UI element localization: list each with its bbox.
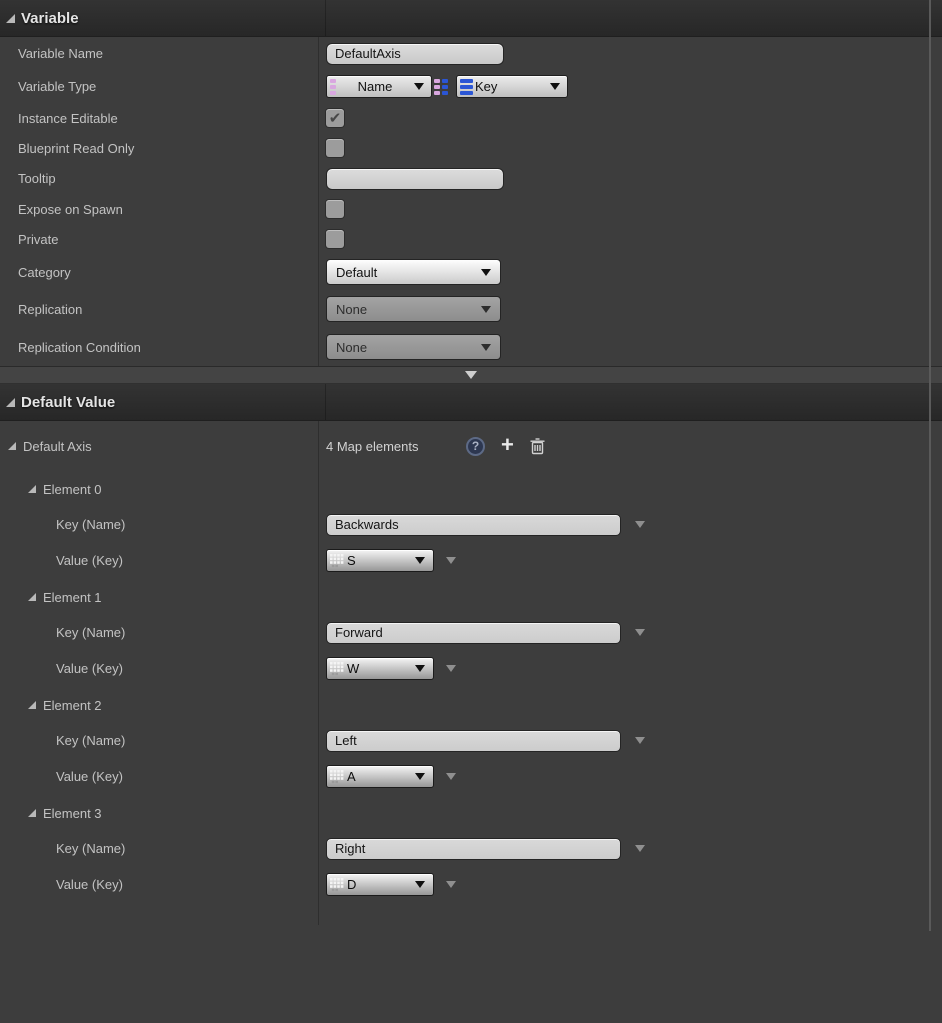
dropdown-arrow-icon[interactable] xyxy=(415,773,425,780)
element-value-row xyxy=(0,866,942,903)
section-splitter[interactable] xyxy=(0,366,942,384)
property-label: Private xyxy=(0,224,319,254)
element-options-arrow-icon[interactable] xyxy=(446,773,456,780)
property-label: Replication xyxy=(0,290,319,328)
property-value xyxy=(319,103,942,133)
value-label-cell: Value (Key) xyxy=(0,866,319,903)
property-value xyxy=(319,133,942,163)
property-row xyxy=(0,163,942,194)
dropdown-value: Default xyxy=(336,264,378,280)
add-element-icon[interactable]: + xyxy=(501,431,514,457)
checkbox-private[interactable] xyxy=(326,230,344,248)
element-label: Element 1 xyxy=(43,589,102,605)
value-label-cell: Value (Key) xyxy=(0,542,319,579)
property-label: Blueprint Read Only xyxy=(0,133,319,163)
element-key-row xyxy=(0,615,942,650)
dropdown-replication[interactable] xyxy=(326,296,501,322)
element-key-row xyxy=(0,831,942,866)
element-options-arrow-icon[interactable] xyxy=(446,557,456,564)
expander-icon[interactable] xyxy=(6,398,15,407)
element-label: Element 0 xyxy=(43,481,102,497)
key-type-dropdown[interactable] xyxy=(326,75,432,98)
value-label-cell: Value (Key) xyxy=(0,758,319,795)
property-row xyxy=(0,133,942,163)
dropdown-arrow-icon[interactable] xyxy=(415,665,425,672)
dropdown-value: None xyxy=(336,339,368,355)
key-select-dropdown[interactable] xyxy=(326,765,434,788)
keyboard-key-icon xyxy=(329,769,345,784)
property-value xyxy=(319,224,942,254)
default-axis-row xyxy=(0,421,942,471)
dropdown-replication-condition[interactable] xyxy=(326,334,501,360)
selected-key: A xyxy=(347,769,356,784)
key-select-dropdown[interactable] xyxy=(326,873,434,896)
text-input-tooltip[interactable] xyxy=(326,168,504,190)
element-options-arrow-icon[interactable] xyxy=(446,881,456,888)
element-options-arrow-icon[interactable] xyxy=(635,629,645,636)
delete-elements-icon[interactable] xyxy=(530,438,545,455)
variable-rows xyxy=(0,37,942,366)
property-row xyxy=(0,290,942,328)
key-name-input[interactable]: Left xyxy=(326,730,621,752)
text-input-variable-name[interactable]: DefaultAxis xyxy=(326,43,504,65)
element-options-arrow-icon[interactable] xyxy=(635,521,645,528)
property-label: Variable Type xyxy=(0,70,319,103)
element-header-row xyxy=(0,579,942,615)
property-label: Expose on Spawn xyxy=(0,194,319,224)
dropdown-arrow-icon[interactable] xyxy=(481,306,491,313)
keyboard-key-icon xyxy=(329,877,345,892)
key-name-input[interactable]: Right xyxy=(326,838,621,860)
element-value-row xyxy=(0,758,942,795)
element-key-row xyxy=(0,507,942,542)
property-value xyxy=(319,194,942,224)
property-row xyxy=(0,70,942,103)
expander-icon[interactable] xyxy=(8,442,16,450)
key-name-input[interactable]: Backwards xyxy=(326,514,621,536)
property-value xyxy=(319,254,942,290)
property-label: Category xyxy=(0,254,319,290)
key-select-dropdown[interactable] xyxy=(326,657,434,680)
section-title-default-value: Default Value xyxy=(21,393,116,411)
property-row xyxy=(0,194,942,224)
property-value xyxy=(319,290,942,328)
property-label: Instance Editable xyxy=(0,103,319,133)
property-value xyxy=(319,328,942,366)
expander-icon[interactable] xyxy=(28,593,36,601)
checkbox-expose-on-spawn[interactable] xyxy=(326,200,344,218)
element-label-cell xyxy=(0,471,319,507)
help-icon[interactable]: ? xyxy=(466,437,485,456)
key-label-cell: Key (Name) xyxy=(0,831,319,866)
property-label: Tooltip xyxy=(0,163,319,194)
element-label-cell xyxy=(0,795,319,831)
key-type-pill-icon xyxy=(460,79,473,95)
element-value-row xyxy=(0,650,942,687)
element-value-row xyxy=(0,542,942,579)
dropdown-arrow-icon[interactable] xyxy=(414,83,424,90)
element-options-arrow-icon[interactable] xyxy=(635,737,645,744)
default-value-section-header[interactable] xyxy=(0,384,942,421)
expander-icon[interactable] xyxy=(28,809,36,817)
property-value xyxy=(319,163,942,194)
expander-icon[interactable] xyxy=(6,14,15,23)
expander-icon[interactable] xyxy=(28,701,36,709)
dropdown-arrow-icon[interactable] xyxy=(415,557,425,564)
element-label: Element 3 xyxy=(43,805,102,821)
property-row xyxy=(0,103,942,133)
dropdown-category[interactable] xyxy=(326,259,501,285)
section-title-variable: Variable xyxy=(21,9,79,27)
vertical-scrollbar[interactable] xyxy=(929,0,931,931)
property-value xyxy=(319,37,942,70)
dropdown-arrow-icon[interactable] xyxy=(481,269,491,276)
checkbox-instance-editable[interactable]: ✔ xyxy=(326,109,344,127)
selected-key: D xyxy=(347,877,357,892)
value-type-dropdown[interactable] xyxy=(456,75,568,98)
keyboard-key-icon xyxy=(329,553,345,568)
dropdown-arrow-icon[interactable] xyxy=(415,881,425,888)
element-header-row xyxy=(0,795,942,831)
property-row xyxy=(0,224,942,254)
expander-icon[interactable] xyxy=(28,485,36,493)
key-label-cell: Key (Name) xyxy=(0,615,319,650)
checkbox-blueprint-read-only[interactable] xyxy=(326,139,344,157)
key-label-cell: Key (Name) xyxy=(0,507,319,542)
map-container-icon xyxy=(434,79,448,95)
element-label: Element 2 xyxy=(43,697,102,713)
selected-key: W xyxy=(347,661,360,676)
key-type-label: Name xyxy=(357,79,393,94)
map-elements-count: 4 Map elements xyxy=(326,438,419,454)
variable-section-header[interactable] xyxy=(0,0,942,37)
splitter-handle-icon[interactable] xyxy=(465,371,477,379)
property-row xyxy=(0,328,942,366)
variable-section-header-left xyxy=(0,0,326,36)
element-options-arrow-icon[interactable] xyxy=(635,845,645,852)
property-row xyxy=(0,37,942,70)
keyboard-key-icon xyxy=(329,661,345,676)
key-label-cell: Key (Name) xyxy=(0,723,319,758)
value-label-cell: Value (Key) xyxy=(0,650,319,687)
element-key-row xyxy=(0,723,942,758)
dropdown-arrow-icon[interactable] xyxy=(481,344,491,351)
dropdown-value: None xyxy=(336,301,368,317)
element-options-arrow-icon[interactable] xyxy=(446,665,456,672)
property-label: Variable Name xyxy=(0,37,319,70)
key-name-input[interactable]: Forward xyxy=(326,622,621,644)
dropdown-arrow-icon[interactable] xyxy=(550,83,560,90)
property-value xyxy=(319,70,942,103)
element-rows xyxy=(0,471,942,903)
property-label: Replication Condition xyxy=(0,328,319,366)
element-label-cell xyxy=(0,687,319,723)
property-row xyxy=(0,254,942,290)
selected-key: S xyxy=(347,553,356,568)
element-label-cell xyxy=(0,579,319,615)
key-select-dropdown[interactable] xyxy=(326,549,434,572)
element-header-row xyxy=(0,471,942,507)
default-value-section-header-left xyxy=(0,384,326,420)
value-type-label: Key xyxy=(475,79,498,94)
element-header-row xyxy=(0,687,942,723)
default-axis-label: Default Axis xyxy=(23,438,92,454)
